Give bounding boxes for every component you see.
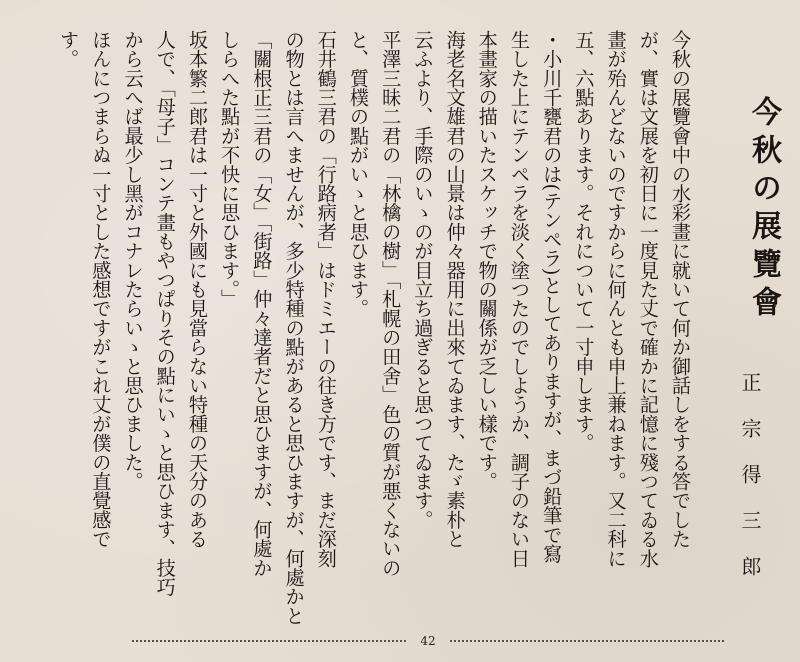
body-column: 本畫家の描いたスケッチで物の關係が乏しい樣です。	[475, 30, 499, 491]
body-column: す。	[57, 30, 81, 69]
body-column: 石井鶴三君の「行路病者」はドミエーの往き方です、まだ深刻	[314, 30, 338, 568]
body-column: 坂本繁二郎君は一寸と外國にも見當らない特種の天分のある	[185, 30, 209, 549]
body-column: しらへた點が不快に思ひます。」	[218, 30, 242, 309]
author-name: 正宗得三郎	[738, 372, 762, 602]
body-column: と、質樸の點がいゝと思ひます。	[346, 30, 370, 318]
body-column: 今秋の展覽會中の水彩畫に就いて何か御話しをする答でした	[669, 30, 692, 549]
body-column: 人で、「母子」コンテ畫もやつぱりその點にいゝと思ひます、技巧	[153, 30, 177, 597]
body-column: ほんにつまらぬ一寸とした感想ですがこれ丈が僕の直覺感で	[89, 30, 113, 549]
footer-rule-right	[450, 640, 724, 642]
body-column: が、實は文展を初日に一度見た丈で確かに記憶に殘つてゐる水	[636, 30, 660, 568]
body-column: 云ふより、手際のいゝのが目立ち過ぎると思つてゐます。	[411, 30, 435, 530]
article-body	[52, 30, 696, 626]
article-title: 今秋の展覽會	[746, 96, 781, 324]
footer-rule-left	[132, 640, 406, 642]
page-number: 42	[420, 634, 436, 648]
body-column: 海老名文雄君の山景は仲々器用に出來てゐます、たゞ素朴と	[443, 30, 467, 549]
body-column: 平澤三昧二君の「林檎の樹」「札幌の田舍」色の質が悪くないの	[379, 30, 403, 578]
body-column: 畫が殆んどないのですからに何んとも申上兼ねます。又二科に	[604, 30, 628, 568]
body-column: ・小川千甕君のは(テンペラ)としてありますが、まづ鉛筆で寫	[540, 30, 564, 564]
body-column: から云へば最少し黑がコナレたらいゝと思ひました。	[121, 30, 145, 491]
page-footer	[132, 634, 724, 648]
body-column: 生した上にテンペラを淡く塗つたのでしようか、調子のない日	[507, 30, 531, 568]
body-column: 五、六點あります。それについて一寸申します。	[572, 30, 596, 453]
body-column: の物とは言へませんが、多少特種の點があると思ひますが、何處かと	[282, 30, 306, 626]
body-column: 「關根正三君の「女」「街路」仲々達者だと思ひますが、何處か	[250, 30, 274, 578]
